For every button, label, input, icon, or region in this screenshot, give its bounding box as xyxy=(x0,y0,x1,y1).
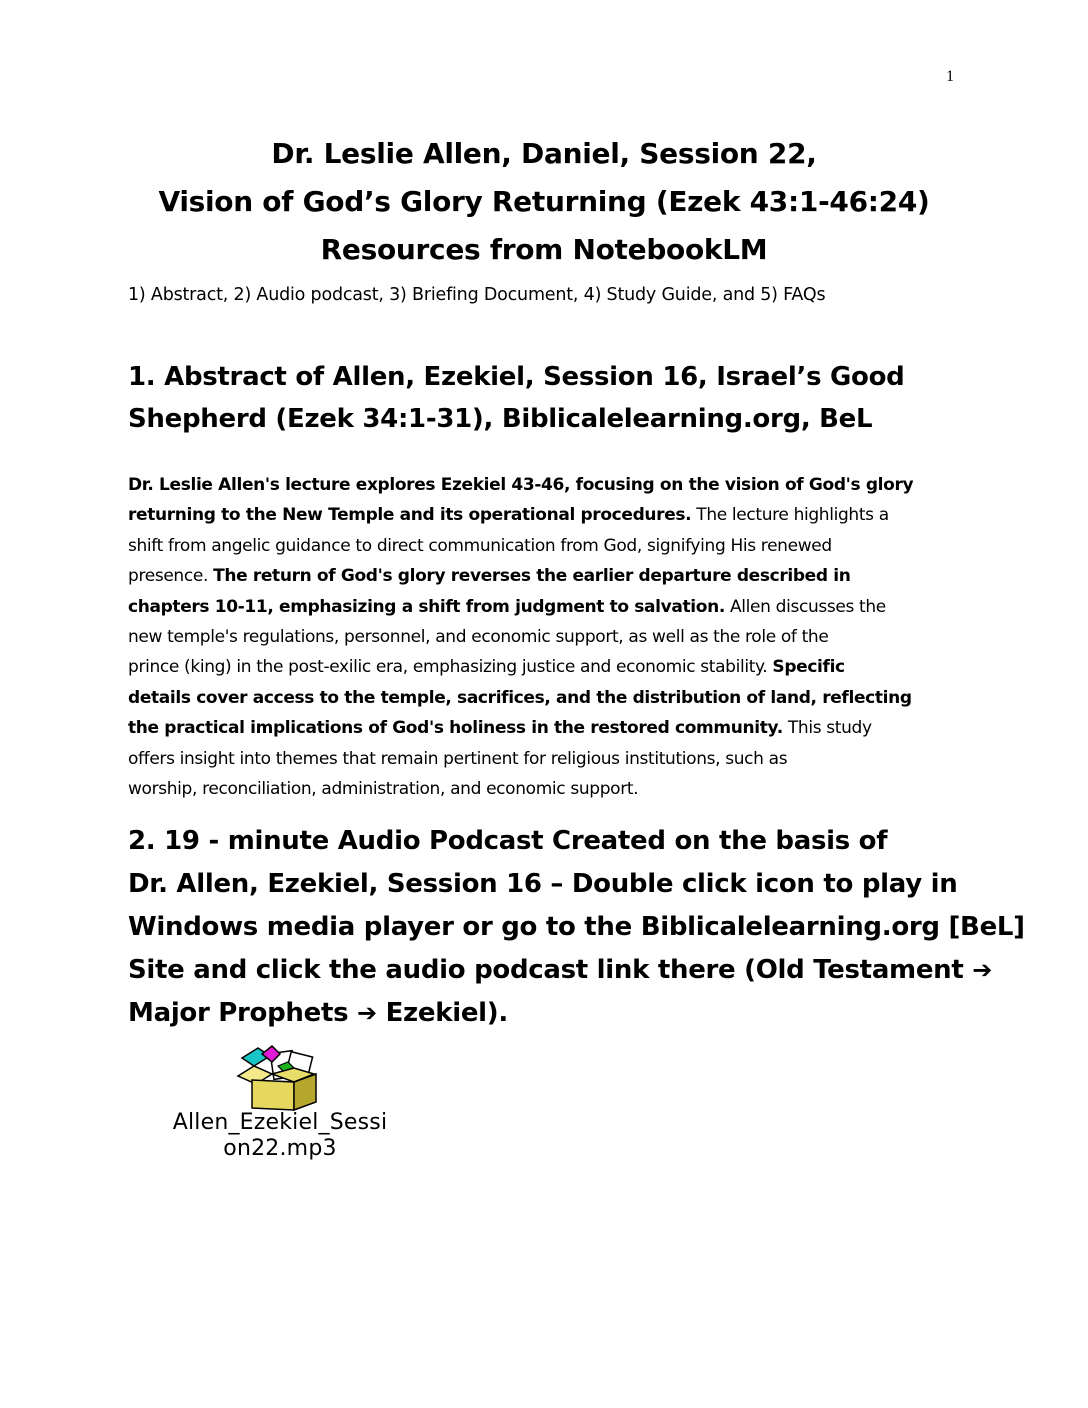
abstract-line xyxy=(128,652,948,682)
abstract-text: The lecture highlights a xyxy=(691,505,889,526)
arrow-right-icon: ➔ xyxy=(357,999,377,1027)
abstract-bold-text: returning to the New Temple and its operational procedures. xyxy=(128,505,692,526)
abstract-bold-text: The return of God's glory reverses the earlier departure described in xyxy=(213,566,851,587)
abstract-bold-text: Specific xyxy=(772,657,845,678)
abstract-text: prince (king) in the post-exilic era, emphasizing justice and economic stability. xyxy=(128,657,773,678)
section-2-heading-line-5 xyxy=(128,992,968,1035)
page-number: 1 xyxy=(946,68,954,85)
title-line-1: Dr. Leslie Allen, Daniel, Session 22, xyxy=(271,137,817,170)
section-2-heading xyxy=(128,820,1025,1035)
section-2-text: Site and click the audio podcast link there (Old Testament xyxy=(128,955,973,985)
abstract-bold-text: chapters 10-11, emphasizing a shift from judgment to salvation. xyxy=(128,596,725,617)
title-line-2: Vision of God’s Glory Returning (Ezek 43:1-46:24) xyxy=(158,185,930,218)
abstract-line: worship, reconciliation, administration, and economic support. xyxy=(128,779,639,800)
abstract-line xyxy=(128,470,948,500)
section-2-text: Major Prophets xyxy=(128,998,358,1028)
arrow-right-icon: ➔ xyxy=(972,956,993,984)
abstract-bold-text: the practical implications of God's holiness in the restored community. xyxy=(128,718,783,739)
title-line-3: Resources from NotebookLM xyxy=(320,233,768,266)
section-2-heading-line-3: Windows media player or go to the Biblicalelearning.org [BeL] xyxy=(128,912,1025,942)
abstract-line xyxy=(128,683,948,713)
abstract-line: offers insight into themes that remain pertinent for religious institutions, such as xyxy=(128,748,788,769)
section-2-heading-line-4 xyxy=(128,949,993,992)
audio-file-name-line-1: Allen_Ezekiel_Sessi xyxy=(172,1110,388,1135)
abstract-line xyxy=(128,592,948,622)
abstract-line xyxy=(128,713,948,743)
document-title xyxy=(0,130,1088,274)
abstract-paragraph xyxy=(128,470,948,804)
audio-file-label[interactable] xyxy=(128,1110,432,1162)
audio-file-name-line-2: on22.mp3 xyxy=(223,1136,337,1161)
package-icon[interactable] xyxy=(232,1044,324,1112)
section-1-heading xyxy=(128,356,968,440)
abstract-line: shift from angelic guidance to direct communication from God, signifying His renewed xyxy=(128,535,832,556)
abstract-line: new temple's regulations, personnel, and economic support, as well as the role of the xyxy=(128,627,829,648)
contents-list: 1) Abstract, 2) Audio podcast, 3) Briefing Document, 4) Study Guide, and 5) FAQs xyxy=(128,285,826,305)
section-1-heading-line-1: 1. Abstract of Allen, Ezekiel, Session 16, Israel’s Good xyxy=(128,362,905,392)
package-icon-graphic xyxy=(232,1044,324,1112)
section-2-text: Ezekiel). xyxy=(376,998,508,1028)
abstract-line xyxy=(128,500,948,530)
abstract-text: This study xyxy=(782,718,872,739)
abstract-text: presence. xyxy=(128,566,214,587)
section-2-heading-line-2: Dr. Allen, Ezekiel, Session 16 – Double click icon to play in xyxy=(128,869,958,899)
abstract-line xyxy=(128,561,948,591)
section-1-heading-line-2: Shepherd (Ezek 34:1-31), Biblicalelearning.org, BeL xyxy=(128,404,873,434)
abstract-text: Allen discusses the xyxy=(724,596,886,617)
section-2-heading-line-1: 2. 19 - minute Audio Podcast Created on the basis of xyxy=(128,826,888,856)
abstract-bold-text: details cover access to the temple, sacrifices, and the distribution of land, reflecting xyxy=(128,687,912,708)
abstract-bold-text: Dr. Leslie Allen's lecture explores Ezekiel 43-46, focusing on the vision of God's glory xyxy=(128,475,914,495)
